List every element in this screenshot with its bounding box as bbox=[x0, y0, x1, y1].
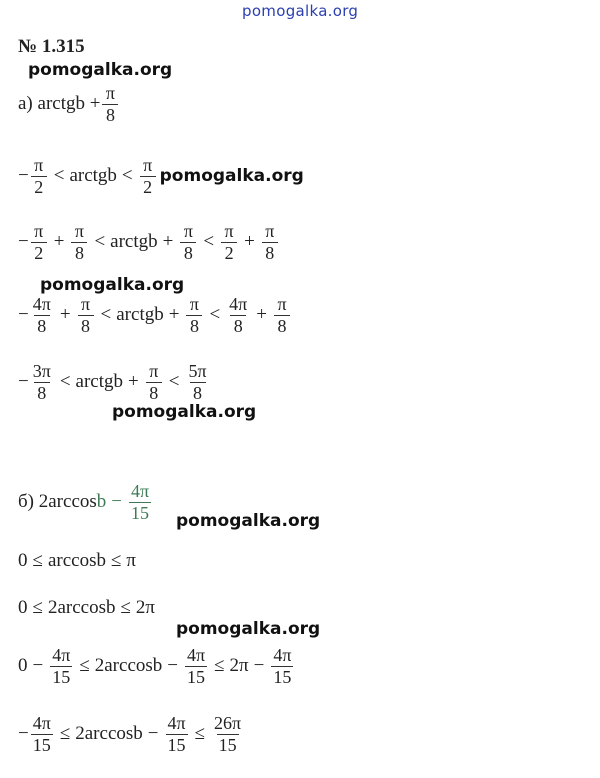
plus-sign: + bbox=[162, 231, 174, 253]
part-a-result bbox=[18, 362, 211, 403]
minus-sign: − bbox=[147, 723, 159, 745]
fraction-4pi-8 bbox=[227, 295, 249, 336]
two-pi: 2π bbox=[135, 597, 155, 618]
numerator: 4π bbox=[273, 645, 292, 665]
part-b-expression bbox=[18, 482, 153, 523]
less-or-equal: ≤ bbox=[79, 655, 90, 677]
numerator: π bbox=[105, 83, 115, 103]
less-than: < bbox=[94, 231, 106, 253]
numerator: π bbox=[34, 221, 44, 241]
two-pi: 2π bbox=[229, 655, 249, 677]
fraction-pi-8 bbox=[180, 222, 196, 263]
two-arccosb-term: 2arccosb bbox=[47, 597, 116, 618]
zero: 0 bbox=[18, 597, 28, 618]
watermark-top[interactable]: pomogalka.org bbox=[242, 2, 359, 20]
denominator: 8 bbox=[102, 104, 118, 125]
less-or-equal: ≤ bbox=[194, 723, 206, 745]
plus-sign: + bbox=[256, 304, 267, 326]
fraction-4pi-15 bbox=[166, 714, 188, 755]
numerator: π bbox=[224, 221, 234, 241]
minus-sign: − bbox=[111, 491, 122, 513]
fraction-4pi-15 bbox=[185, 646, 207, 687]
less-than: < bbox=[209, 304, 221, 326]
less-or-equal: ≤ bbox=[32, 550, 43, 571]
watermark: pomogalka.org bbox=[40, 275, 185, 295]
fraction-4pi-15 bbox=[271, 646, 293, 687]
plus-sign: + bbox=[59, 304, 71, 326]
denominator: 8 bbox=[230, 315, 246, 336]
plus-sign: + bbox=[168, 304, 180, 326]
numerator: 4π bbox=[32, 713, 51, 733]
plus-sign: + bbox=[128, 371, 139, 393]
minus-sign: − bbox=[253, 655, 265, 677]
less-or-equal: ≤ bbox=[214, 655, 225, 677]
fraction-26pi-15 bbox=[212, 714, 243, 755]
less-than: < bbox=[59, 371, 71, 393]
denominator: 8 bbox=[146, 382, 162, 403]
denominator: 15 bbox=[52, 666, 71, 687]
denominator: 15 bbox=[32, 734, 51, 755]
part-a-step-1 bbox=[18, 156, 304, 197]
numerator: π bbox=[74, 221, 84, 241]
denominator: 8 bbox=[190, 382, 206, 403]
numerator: π bbox=[149, 361, 159, 381]
less-than: < bbox=[168, 371, 180, 393]
fraction-pi-8 bbox=[274, 295, 290, 336]
denominator: 15 bbox=[187, 666, 206, 687]
variable-b: b bbox=[96, 491, 107, 513]
zero: 0 bbox=[18, 550, 28, 571]
denominator: 8 bbox=[186, 315, 202, 336]
two-arccosb-term: 2arccosb bbox=[75, 723, 143, 745]
numerator: 4π bbox=[187, 645, 206, 665]
denominator: 2 bbox=[221, 242, 237, 263]
fraction-4pi-15 bbox=[129, 482, 151, 523]
denominator: 8 bbox=[274, 315, 290, 336]
part-b-result bbox=[18, 714, 245, 755]
denominator: 15 bbox=[131, 502, 150, 523]
numerator: 3π bbox=[32, 361, 51, 381]
fraction-pi-8 bbox=[262, 222, 278, 263]
numerator: 4π bbox=[32, 294, 51, 314]
less-than: < bbox=[121, 165, 133, 187]
denominator: 8 bbox=[78, 315, 94, 336]
part-a-label: а) arctgb + bbox=[18, 93, 101, 115]
part-a-expression bbox=[18, 84, 120, 125]
numerator: 4π bbox=[167, 713, 186, 733]
pi: π bbox=[126, 550, 136, 571]
denominator: 2 bbox=[31, 242, 47, 263]
arctgb-term: arctgb bbox=[75, 371, 124, 393]
less-than: < bbox=[203, 231, 215, 253]
fraction-3pi-8 bbox=[31, 362, 53, 403]
plus-sign: + bbox=[53, 231, 65, 253]
minus-sign: − bbox=[18, 304, 29, 326]
denominator: 8 bbox=[34, 382, 50, 403]
numerator: 4π bbox=[130, 481, 150, 501]
part-b-label: б) 2arccos bbox=[18, 491, 97, 513]
denominator: 8 bbox=[71, 242, 87, 263]
numerator: π bbox=[265, 221, 275, 241]
denominator: 8 bbox=[34, 315, 50, 336]
two-arccosb-term: 2arccosb bbox=[94, 655, 163, 677]
numerator: π bbox=[80, 294, 91, 314]
fraction-4pi-15 bbox=[31, 714, 53, 755]
part-b-step-3 bbox=[18, 646, 295, 687]
minus-sign: − bbox=[18, 723, 29, 745]
numerator: π bbox=[183, 221, 193, 241]
arccosb-term: arccosb bbox=[47, 550, 106, 571]
less-or-equal: ≤ bbox=[120, 597, 131, 618]
problem-title: № 1.315 bbox=[18, 36, 85, 57]
numerator: 26π bbox=[214, 713, 242, 733]
plus-sign: + bbox=[244, 231, 255, 253]
watermark: pomogalka.org bbox=[112, 402, 257, 422]
numerator: 4π bbox=[52, 645, 71, 665]
part-a-step-2 bbox=[18, 222, 280, 263]
numerator: π bbox=[34, 155, 44, 175]
part-b-step-1 bbox=[18, 550, 136, 572]
less-than: < bbox=[53, 165, 65, 187]
fraction-pi-2 bbox=[31, 156, 47, 197]
watermark: pomogalka.org bbox=[176, 619, 321, 639]
arctgb-term: arctgb bbox=[116, 304, 164, 326]
fraction-pi-8 bbox=[71, 222, 87, 263]
zero: 0 bbox=[18, 655, 28, 677]
numerator: π bbox=[189, 294, 199, 314]
denominator: 2 bbox=[31, 176, 47, 197]
numerator: π bbox=[277, 294, 287, 314]
minus-sign: − bbox=[167, 655, 178, 677]
denominator: 15 bbox=[167, 734, 186, 755]
arctgb-term: arctgb bbox=[69, 165, 117, 187]
fraction-pi-8 bbox=[146, 362, 162, 403]
fraction-pi-8 bbox=[78, 295, 94, 336]
fraction-pi-2 bbox=[140, 156, 156, 197]
fraction-4pi-15 bbox=[50, 646, 72, 687]
watermark: pomogalka.org bbox=[28, 60, 173, 80]
fraction-pi-8 bbox=[186, 295, 202, 336]
denominator: 15 bbox=[273, 666, 292, 687]
fraction-4pi-8 bbox=[31, 295, 53, 336]
arctgb-term: arctgb bbox=[110, 231, 158, 253]
numerator: 4π bbox=[229, 294, 248, 314]
less-than: < bbox=[100, 304, 112, 326]
minus-sign: − bbox=[18, 231, 29, 253]
denominator: 8 bbox=[262, 242, 278, 263]
minus-sign: − bbox=[32, 655, 44, 677]
denominator: 2 bbox=[140, 176, 156, 197]
less-or-equal: ≤ bbox=[32, 597, 43, 618]
watermark: pomogalka.org bbox=[176, 511, 321, 531]
part-b-step-2 bbox=[18, 597, 155, 619]
part-a-step-3 bbox=[18, 295, 292, 336]
numerator: 5π bbox=[188, 361, 207, 381]
watermark: pomogalka.org bbox=[159, 166, 304, 187]
fraction-pi-2 bbox=[31, 222, 47, 263]
minus-sign: − bbox=[18, 165, 29, 187]
minus-sign: − bbox=[18, 371, 29, 393]
less-or-equal: ≤ bbox=[110, 550, 122, 571]
fraction-5pi-8 bbox=[186, 362, 208, 403]
less-or-equal: ≤ bbox=[59, 723, 71, 745]
fraction-pi-2 bbox=[221, 222, 237, 263]
numerator: π bbox=[143, 155, 153, 175]
denominator: 15 bbox=[218, 734, 237, 755]
fraction-pi-8 bbox=[102, 84, 118, 125]
denominator: 8 bbox=[180, 242, 196, 263]
